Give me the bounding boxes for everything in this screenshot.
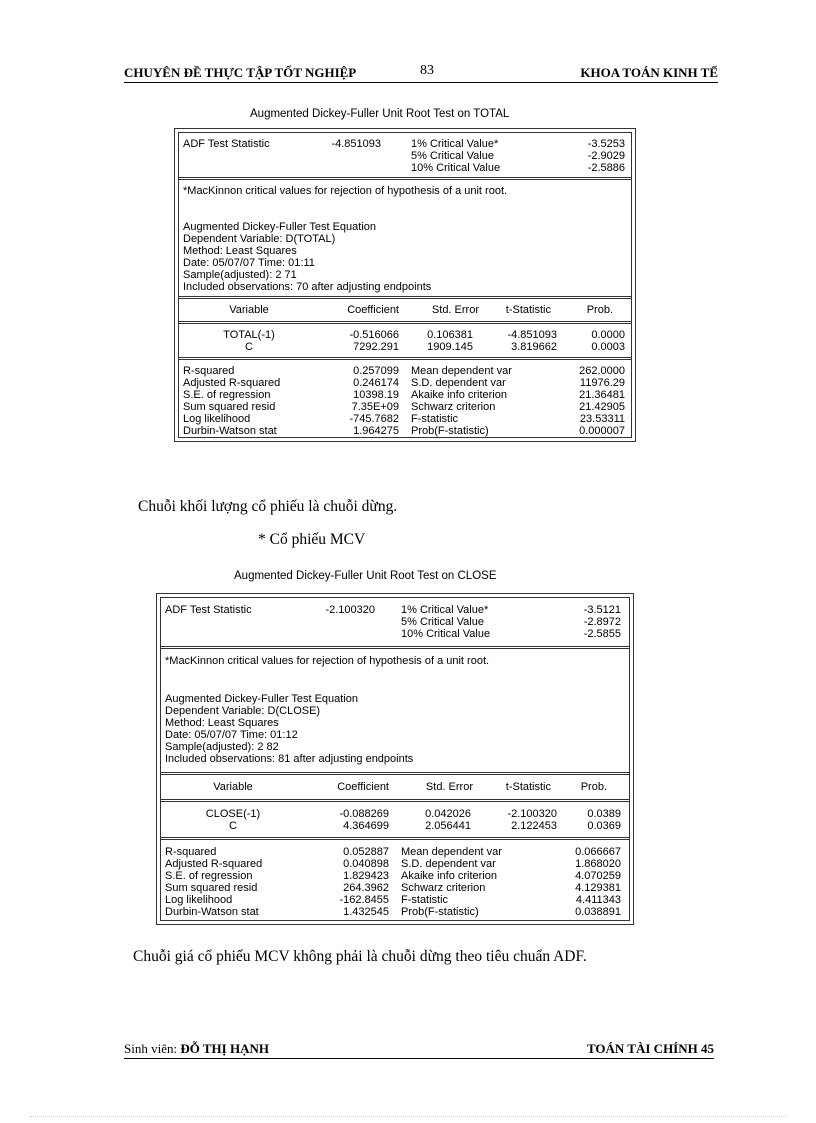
- stat-value: 10398.19: [353, 389, 399, 401]
- coef-rows: [179, 324, 631, 360]
- stat-value: -162.8455: [339, 894, 389, 906]
- stat-row: [179, 365, 631, 377]
- cell: -0.516066: [349, 329, 399, 341]
- info-line: Included observations: 81 after adjusting endpoints: [165, 753, 414, 765]
- paragraph-2: * Cổ phiếu MCV: [258, 531, 366, 548]
- stat-value: 4.129381: [575, 882, 621, 894]
- page-number: 83: [420, 63, 434, 78]
- stat-value: 0.000007: [579, 425, 625, 437]
- stat-value: 4.411343: [575, 894, 621, 906]
- col-header: Std. Error: [431, 304, 479, 316]
- stat-label: Mean dependent var: [401, 846, 502, 858]
- stat-row: [161, 858, 629, 870]
- cell: 2.056441: [425, 820, 471, 832]
- crit-value: -2.9029: [587, 150, 625, 162]
- stat-value: 0.257099: [353, 365, 399, 377]
- header-left: CHUYÊN ĐỀ THỰC TẬP TỐT NGHIỆP: [124, 65, 357, 80]
- crit-label: 5% Critical Value: [411, 150, 494, 162]
- cell: 0.042026: [425, 808, 471, 820]
- crit-value: -2.8972: [583, 616, 621, 628]
- stat-row: [161, 870, 629, 882]
- stat-value: 23.53311: [579, 413, 625, 425]
- table-row: [179, 329, 631, 341]
- cell: 7292.291: [353, 341, 399, 353]
- stat-row: [179, 425, 631, 437]
- table1-title: Augmented Dickey-Fuller Unit Root Test on TOTAL: [250, 108, 510, 120]
- crit-value: -2.5855: [583, 628, 621, 640]
- stat-label: Adjusted R-squared: [165, 858, 263, 870]
- stat-row: [161, 846, 629, 858]
- stat-value: 7.35E+09: [351, 401, 399, 413]
- page-header: [124, 64, 718, 83]
- info-line: Included observations: 70 after adjusting endpoints: [183, 281, 432, 293]
- equation-info: [161, 649, 629, 775]
- footer-name: ĐỖ THỊ HẠNH: [180, 1041, 269, 1056]
- cell: 0.0369: [587, 820, 621, 832]
- cell: 3.819662: [511, 341, 557, 353]
- stat-value: 1.964275: [353, 425, 399, 437]
- stat-value: 1.829423: [343, 870, 389, 882]
- info-line: Date: 05/07/07 Time: 01:12: [165, 729, 298, 741]
- cell: C: [229, 820, 237, 832]
- cell: 2.122453: [511, 820, 557, 832]
- stat-value: -745.7682: [349, 413, 399, 425]
- stat-row: [179, 413, 631, 425]
- adf-table-total: [174, 128, 636, 442]
- crit-label: 5% Critical Value: [401, 616, 484, 628]
- info-line: Method: Least Squares: [183, 245, 297, 257]
- info-line: Augmented Dickey-Fuller Test Equation: [165, 693, 359, 705]
- cell: 0.0000: [591, 329, 625, 341]
- stat-label: F-statistic: [401, 894, 449, 906]
- adf-stat-value: -2.100320: [325, 604, 375, 616]
- stat-label: Prob(F-statistic): [411, 425, 489, 437]
- col-header: Prob.: [580, 781, 607, 793]
- stat-label: S.D. dependent var: [411, 377, 506, 389]
- stat-label: Schwarz criterion: [401, 882, 486, 894]
- stat-row: [179, 401, 631, 413]
- page-footer: [124, 1043, 714, 1059]
- footer-student: [124, 1041, 269, 1057]
- col-header: Prob.: [586, 304, 613, 316]
- cell: 4.364699: [343, 820, 389, 832]
- cell: 0.106381: [427, 329, 473, 341]
- stat-row: [179, 389, 631, 401]
- footer-label: Sinh viên:: [124, 1041, 178, 1056]
- info-line: Sample(adjusted): 2 82: [165, 741, 279, 753]
- regression-stats: [179, 360, 631, 444]
- crit-label: 1% Critical Value*: [411, 138, 499, 150]
- cell: 0.0003: [591, 341, 625, 353]
- crit-label: 10% Critical Value: [411, 162, 501, 174]
- mackinnon-note: *MacKinnon critical values for rejection of hypothesis of a unit root.: [183, 185, 508, 197]
- cell: -4.851093: [507, 329, 557, 341]
- stat-value: 11976.29: [579, 377, 625, 389]
- col-header: Variable: [229, 304, 269, 316]
- cell: -2.100320: [507, 808, 557, 820]
- stat-value: 0.040898: [343, 858, 389, 870]
- stat-value: 0.052887: [343, 846, 389, 858]
- column-headers: [179, 299, 631, 324]
- column-headers: [161, 775, 629, 802]
- stat-row: [161, 882, 629, 894]
- cell: 0.0389: [587, 808, 621, 820]
- stat-label: R-squared: [183, 365, 235, 377]
- stat-label: Akaike info criterion: [401, 870, 497, 882]
- regression-stats: [161, 840, 629, 926]
- col-header: t-Statistic: [505, 304, 551, 316]
- stat-label: Sum squared resid: [183, 401, 276, 413]
- col-header: Coefficient: [347, 304, 399, 316]
- stat-label: R-squared: [165, 846, 217, 858]
- stat-label: Prob(F-statistic): [401, 906, 479, 918]
- cell: 1909.145: [427, 341, 473, 353]
- stat-label: Log likelihood: [165, 894, 233, 906]
- col-header: Variable: [213, 781, 253, 793]
- stat-label: Adjusted R-squared: [183, 377, 281, 389]
- cell: CLOSE(-1): [205, 808, 261, 820]
- stat-label: Sum squared resid: [165, 882, 258, 894]
- info-line: Dependent Variable: D(TOTAL): [183, 233, 336, 245]
- paragraph-3: Chuỗi giá cổ phiếu MCV không phải là chuỗi dừng theo tiêu chuẩn ADF.: [133, 948, 587, 965]
- adf-stat-label: ADF Test Statistic: [183, 138, 270, 150]
- stat-value: 21.42905: [579, 401, 625, 413]
- equation-info: [179, 180, 631, 299]
- stat-label: S.E. of regression: [165, 870, 253, 882]
- info-line: Date: 05/07/07 Time: 01:11: [183, 257, 315, 269]
- stat-label: Durbin-Watson stat: [183, 425, 277, 437]
- header-right: KHOA TOÁN KINH TẾ: [580, 65, 718, 80]
- stat-value: 1.868020: [575, 858, 621, 870]
- cell: -0.088269: [339, 808, 389, 820]
- adf-stat-section: [179, 133, 631, 180]
- col-header: Std. Error: [425, 781, 473, 793]
- cell: TOTAL(-1): [223, 329, 275, 341]
- info-line: Augmented Dickey-Fuller Test Equation: [183, 221, 377, 233]
- coef-rows: [161, 802, 629, 840]
- page-edge-divider: [30, 1116, 786, 1117]
- info-line: Method: Least Squares: [165, 717, 279, 729]
- crit-value: -2.5886: [587, 162, 625, 174]
- crit-label: 10% Critical Value: [401, 628, 491, 640]
- info-line: Sample(adjusted): 2 71: [183, 269, 297, 281]
- adf-table-close: [156, 593, 634, 925]
- paragraph-1: Chuỗi khối lượng cổ phiếu là chuỗi dừng.: [138, 498, 398, 515]
- stat-label: S.D. dependent var: [401, 858, 496, 870]
- stat-value: 21.36481: [579, 389, 625, 401]
- crit-label: 1% Critical Value*: [401, 604, 489, 616]
- col-header: Coefficient: [337, 781, 389, 793]
- table-row: [179, 341, 631, 353]
- stat-label: Schwarz criterion: [411, 401, 496, 413]
- stat-label: Akaike info criterion: [411, 389, 507, 401]
- adf-stat-section: [161, 598, 629, 649]
- table2-title: Augmented Dickey-Fuller Unit Root Test on CLOSE: [234, 570, 497, 582]
- stat-row: [161, 906, 629, 918]
- stat-value: 0.066667: [575, 846, 621, 858]
- stat-label: S.E. of regression: [183, 389, 271, 401]
- cell: C: [245, 341, 253, 353]
- stat-value: 264.3962: [343, 882, 389, 894]
- stat-label: F-statistic: [411, 413, 459, 425]
- mackinnon-note: *MacKinnon critical values for rejection of hypothesis of a unit root.: [165, 655, 490, 667]
- stat-label: Log likelihood: [183, 413, 251, 425]
- crit-value: -3.5121: [583, 604, 621, 616]
- footer-right: TOÁN TÀI CHÍNH 45: [586, 1041, 714, 1056]
- table-row: [161, 820, 629, 832]
- col-header: t-Statistic: [505, 781, 551, 793]
- stat-value: 0.246174: [353, 377, 399, 389]
- stat-value: 262.0000: [579, 365, 625, 377]
- stat-row: [179, 377, 631, 389]
- stat-value: 4.070259: [575, 870, 621, 882]
- stat-value: 1.432545: [343, 906, 389, 918]
- info-line: Dependent Variable: D(CLOSE): [165, 705, 321, 717]
- stat-label: Durbin-Watson stat: [165, 906, 259, 918]
- stat-label: Mean dependent var: [411, 365, 512, 377]
- table-row: [161, 808, 629, 820]
- adf-stat-label: ADF Test Statistic: [165, 604, 252, 616]
- stat-value: 0.038891: [575, 906, 621, 918]
- crit-value: -3.5253: [587, 138, 625, 150]
- adf-stat-value: -4.851093: [331, 138, 381, 150]
- stat-row: [161, 894, 629, 906]
